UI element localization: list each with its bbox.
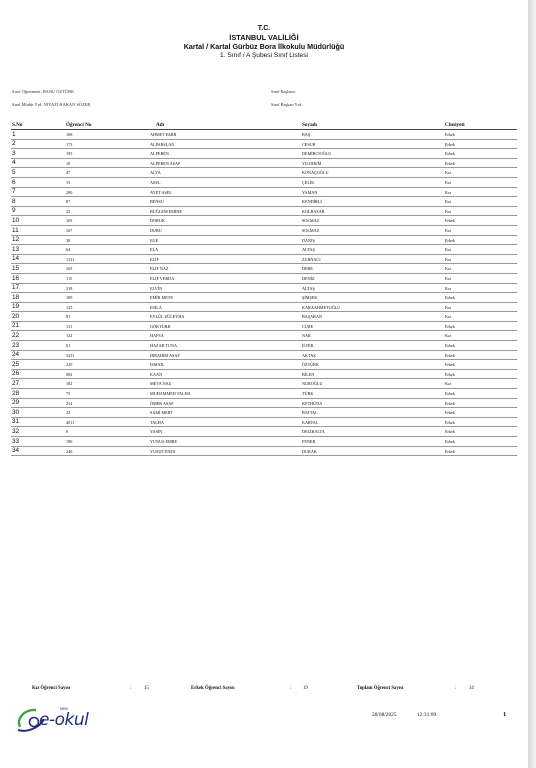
girls-count-value: 15	[144, 686, 149, 691]
table-row	[11, 379, 517, 389]
row-student-no: 75	[66, 391, 71, 397]
class-vice-president: Sınıf Başkan Yrd:	[271, 102, 303, 107]
row-sno: 22	[12, 332, 20, 340]
row-sno: 25	[12, 360, 20, 368]
row-sno: 15	[12, 264, 20, 272]
row-surname: DEMİRCİOĞLU	[302, 151, 332, 157]
row-student-no: 167	[66, 227, 73, 233]
table-row	[11, 188, 517, 198]
row-sno: 26	[12, 370, 20, 378]
row-sno: 2	[12, 140, 16, 148]
row-gender: Kız	[445, 208, 452, 214]
row-name: AHMET EMİR	[150, 132, 177, 137]
row-sno: 13	[12, 245, 20, 253]
row-gender: Kız	[445, 285, 452, 291]
table-body	[11, 130, 517, 456]
row-student-no: 190	[66, 439, 73, 444]
row-name: BUĞLEM EMİNE	[150, 208, 182, 214]
row-sno: 12	[12, 236, 20, 244]
row-gender: Kız	[445, 314, 452, 320]
total-count-label: Toplam Öğrenci Sayısı	[357, 686, 404, 691]
header-school: Kartal / Kartal Gürbüz Bora İlkokulu Müdürlüğü	[183, 42, 345, 51]
table-row	[11, 447, 517, 457]
row-sno: 16	[12, 274, 20, 282]
table-row	[11, 418, 517, 428]
row-gender: Kız	[445, 227, 452, 233]
row-gender: Kız	[445, 275, 452, 281]
row-name: ESİLA	[150, 304, 162, 310]
row-surname: DELİBALTA	[302, 429, 325, 435]
row-student-no: 87	[66, 199, 71, 205]
table-row	[11, 331, 517, 341]
row-surname: TÜRK	[302, 391, 314, 397]
row-surname: YILDIRIM	[302, 160, 322, 166]
table-row	[11, 303, 517, 313]
page-number: 1	[503, 711, 507, 718]
row-name: TALHA	[150, 419, 164, 425]
row-student-no: 61	[66, 343, 71, 349]
row-name: ELİF VERDA	[150, 275, 175, 281]
row-sno: 10	[12, 216, 20, 224]
table-row	[11, 351, 517, 361]
row-gender: Erkek	[445, 141, 455, 147]
row-gender: Kız	[445, 381, 452, 387]
row-surname: KARTAL	[302, 419, 319, 425]
header-surname: Soyadı	[302, 122, 317, 128]
row-surname: NUROĞLU	[302, 381, 323, 387]
row-sno: 34	[12, 447, 20, 455]
row-gender: Erkek	[445, 352, 455, 358]
row-name: ELVİN	[150, 285, 163, 291]
row-gender: Erkek	[445, 132, 455, 137]
table-row	[11, 360, 517, 370]
row-sno: 33	[12, 437, 20, 445]
row-name: ALPARSLAN	[150, 141, 175, 147]
totals-bar	[0, 686, 528, 694]
row-name: ÖMER ASAF	[150, 400, 174, 406]
boys-count-label: Erkek Öğrenci Sayısı	[191, 686, 235, 691]
row-gender: Erkek	[445, 429, 455, 435]
row-sno: 18	[12, 293, 20, 301]
row-surname: ALTAŞ	[302, 285, 315, 291]
class-teacher: Sınıf Öğretmeni: BANU ÖZTÜRK	[12, 89, 75, 94]
print-time: 12:31:09	[417, 712, 437, 718]
table-row	[11, 197, 517, 207]
row-surname: DURAK	[302, 448, 317, 454]
table-row	[11, 236, 517, 246]
row-sno: 19	[12, 303, 20, 311]
row-name: EYLÜL ZÜLEYHA	[150, 314, 185, 320]
row-student-no: 47	[66, 170, 71, 176]
header-student-no: Öğrenci No	[66, 122, 92, 128]
table-row	[11, 341, 517, 351]
table-row	[11, 408, 517, 418]
row-student-no: 10	[66, 160, 71, 166]
row-name: ELİF NAZ	[150, 266, 169, 272]
print-date: 28/08/2025	[372, 712, 397, 718]
table-row	[11, 140, 517, 150]
row-gender: Kız	[445, 179, 452, 185]
row-student-no: 15	[66, 179, 71, 185]
row-name: SAMİ MERT	[150, 410, 173, 416]
row-student-no: 64	[66, 247, 71, 253]
eokul-logo	[14, 705, 94, 735]
row-name: ALPEREN	[150, 151, 169, 157]
row-surname: CESUR	[302, 141, 316, 147]
row-name: YASİN	[150, 429, 163, 435]
row-gender: Kız	[445, 247, 452, 253]
table-row	[11, 159, 517, 169]
row-gender: Kız	[445, 304, 452, 310]
table-row	[11, 255, 517, 265]
row-name: EMİR METE	[150, 295, 173, 301]
row-name: ELA	[150, 247, 159, 253]
student-table	[11, 120, 517, 456]
row-gender: Erkek	[445, 448, 455, 454]
row-surname: KETHÜDA	[302, 400, 323, 406]
row-sno: 31	[12, 418, 20, 426]
row-surname: DANIŞ	[302, 237, 315, 243]
row-gender: Erkek	[445, 362, 455, 368]
row-gender: Erkek	[445, 410, 455, 416]
row-surname: İLTER	[302, 343, 314, 349]
row-surname: FENER	[302, 439, 316, 444]
row-sno: 8	[12, 197, 16, 205]
row-student-no: 108	[66, 132, 73, 137]
row-sno: 11	[12, 226, 19, 234]
row-student-no: 1131	[66, 256, 75, 262]
header-name: Adı	[156, 122, 165, 128]
meb-mark: MEB	[60, 707, 68, 711]
row-student-no: 195	[66, 151, 73, 157]
row-sno: 1	[12, 130, 16, 138]
table-row	[11, 274, 517, 284]
row-surname: ZURNACI	[302, 256, 321, 262]
boys-colon: :	[290, 686, 292, 691]
row-sno: 3	[12, 149, 16, 157]
row-gender: Kız	[445, 266, 452, 272]
row-surname: BATTAL	[302, 410, 318, 416]
document-header	[0, 24, 528, 61]
table-row	[11, 427, 517, 437]
row-gender: Erkek	[445, 295, 455, 301]
row-sno: 21	[12, 322, 20, 330]
row-surname: ALTAŞ	[302, 247, 315, 253]
girls-colon: :	[130, 686, 132, 691]
row-surname: BAŞ	[302, 132, 311, 137]
row-student-no: 103	[66, 218, 73, 224]
row-gender: Erkek	[445, 160, 455, 166]
row-gender: Erkek	[445, 237, 455, 243]
row-sno: 7	[12, 188, 16, 196]
row-gender: Erkek	[445, 343, 455, 349]
row-gender: Erkek	[445, 151, 455, 157]
row-name: DORUK	[150, 218, 165, 224]
row-gender: Erkek	[445, 400, 455, 406]
row-name: MEVA NAZ	[150, 381, 172, 387]
row-gender: Kız	[445, 199, 452, 205]
table-row	[11, 226, 517, 236]
row-surname: ÇELİK	[302, 179, 315, 185]
row-name: HAZAR TUNA	[150, 343, 178, 349]
row-sno: 4	[12, 159, 16, 167]
row-name: YUNUS EMRE	[150, 439, 178, 444]
table-row	[11, 322, 517, 332]
header-tc: T.C.	[257, 25, 271, 32]
row-name: HAFSA	[150, 333, 164, 339]
table-row	[11, 130, 517, 140]
row-sno: 20	[12, 312, 20, 320]
row-surname: ŞİMŞEK	[302, 295, 318, 301]
row-surname: KENDİRLİ	[302, 199, 322, 205]
row-student-no: 218	[66, 285, 73, 291]
row-gender: Erkek	[445, 439, 455, 444]
row-name: EGE	[150, 237, 159, 243]
row-name: AYET ASEL	[150, 189, 172, 195]
table-row	[11, 284, 517, 294]
row-name: İBRAHİM ASAF	[150, 352, 180, 358]
row-student-no: 220	[66, 362, 73, 368]
row-surname: KONAÇOĞLU	[302, 170, 329, 176]
eokul-logo-text: e-okul	[39, 710, 89, 730]
page-edge-shadow	[528, 0, 536, 768]
row-sno: 23	[12, 341, 20, 349]
row-surname: AKTAŞ	[302, 352, 316, 358]
row-student-no: 125	[66, 304, 73, 310]
table-row	[11, 168, 517, 178]
row-name: YUSUF ENES	[150, 448, 176, 454]
row-sno: 27	[12, 380, 20, 388]
row-sno: 17	[12, 284, 20, 292]
row-sno: 9	[12, 207, 16, 215]
row-sno: 30	[12, 408, 20, 416]
class-president: Sınıf Başkanı:	[271, 89, 297, 94]
row-student-no: 884	[66, 371, 73, 377]
table-row	[11, 216, 517, 226]
row-name: ALYA	[150, 170, 161, 176]
row-name: ASEL	[150, 179, 161, 185]
row-student-no: 163	[66, 266, 73, 272]
row-surname: NAR	[302, 333, 311, 339]
row-student-no: 115	[66, 275, 73, 281]
row-surname: SOLMAZ	[302, 227, 320, 233]
row-name: KAAN	[150, 371, 163, 377]
table-row	[11, 399, 517, 409]
row-gender: Erkek	[445, 323, 455, 329]
row-name: DURU	[150, 227, 162, 233]
table-row	[11, 293, 517, 303]
total-count-value: 34	[469, 686, 474, 691]
row-student-no: 38	[66, 237, 71, 243]
row-surname: DERE	[302, 266, 313, 272]
total-colon: :	[455, 686, 457, 691]
row-student-no: 246	[66, 448, 73, 454]
row-gender: Erkek	[445, 371, 455, 377]
row-gender: Erkek	[445, 419, 455, 425]
row-gender: Erkek	[445, 218, 455, 224]
row-surname: KOLBASAR	[302, 208, 325, 214]
row-surname: BAŞARAN	[302, 314, 323, 320]
row-student-no: 23	[66, 410, 71, 416]
table-row	[11, 207, 517, 217]
table-row	[11, 149, 517, 159]
table-row	[11, 437, 517, 447]
table-row	[11, 389, 517, 399]
row-surname: KARAAHMETOĞLU	[302, 304, 341, 310]
row-gender: Erkek	[445, 391, 455, 397]
row-student-no: 4011	[66, 419, 75, 425]
row-student-no: 234	[66, 400, 73, 406]
row-student-no: 3251	[66, 352, 75, 358]
row-gender: Kız	[445, 333, 452, 339]
row-surname: SOLMAZ	[302, 218, 320, 224]
row-sno: 24	[12, 351, 20, 359]
row-surname: ÖZTÜRK	[302, 362, 319, 368]
row-sno: 28	[12, 389, 20, 397]
row-sno: 32	[12, 428, 20, 435]
row-student-no: 131	[66, 323, 73, 329]
header-sno: S.No	[12, 122, 23, 128]
table-row	[11, 245, 517, 255]
row-surname: YAMAN	[302, 189, 318, 195]
row-sno: 6	[12, 178, 16, 186]
table-row	[11, 178, 517, 188]
table-header	[11, 120, 517, 130]
boys-count-value: 19	[303, 686, 308, 691]
row-student-no: 25	[66, 208, 71, 214]
row-sno: 29	[12, 399, 20, 407]
row-name: ELİF	[150, 256, 159, 262]
vice-principal: Sınıf Müdür Yrd: NİYAZİ HAKAN SÖZER	[12, 102, 91, 107]
row-student-no: 6	[66, 429, 69, 435]
row-surname: CÜRE	[302, 323, 314, 329]
row-student-no: 182	[66, 381, 73, 387]
row-student-no: 200	[66, 189, 73, 195]
row-name: İSMAİL	[150, 362, 165, 368]
row-surname: BİLEN	[302, 371, 315, 377]
table-row	[11, 370, 517, 380]
header-governorship: İSTANBUL VALİLİĞİ	[229, 33, 299, 42]
table-row	[11, 264, 517, 274]
header-list-title: 1. Sınıf / A Şubesi Sınıf Listesi	[220, 52, 308, 59]
row-name: MUHAMMED TALHA	[150, 391, 191, 397]
row-gender: Kız	[445, 256, 452, 262]
row-name: ALPEREN ASAF	[150, 160, 181, 166]
row-sno: 14	[12, 255, 20, 263]
row-sno: 5	[12, 168, 16, 176]
row-student-no: 189	[66, 295, 73, 301]
row-student-no: 81	[66, 314, 71, 320]
row-surname: DENİZ	[302, 275, 315, 281]
girls-count-label: Kız Öğrenci Sayısı	[32, 686, 71, 691]
row-gender: Kız	[445, 170, 452, 176]
header-gender: Cinsiyeti	[445, 122, 465, 128]
row-name: BENSU	[150, 199, 164, 205]
row-name: GÖKTÜRK	[150, 323, 171, 329]
row-student-no: 173	[66, 141, 73, 147]
row-gender: Kız	[445, 189, 452, 195]
table-row	[11, 312, 517, 322]
row-student-no: 122	[66, 333, 73, 339]
